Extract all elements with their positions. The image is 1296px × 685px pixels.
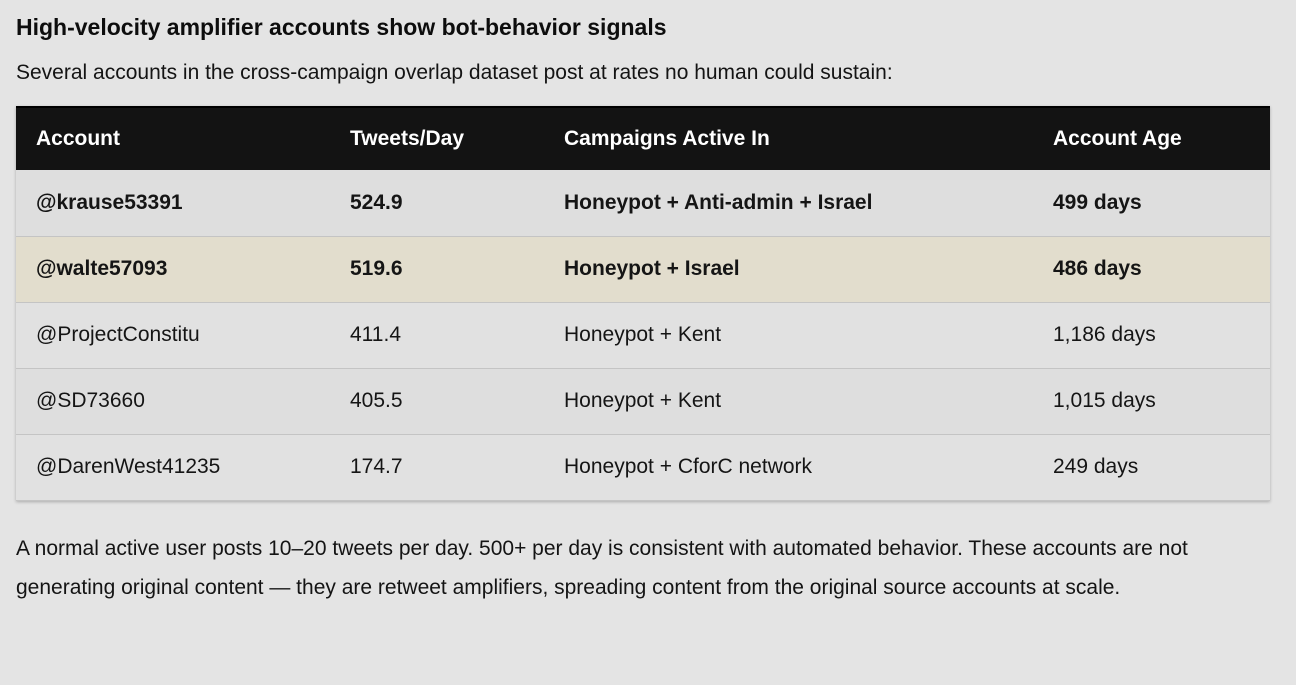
table-row xyxy=(16,170,1270,236)
cell-tweets-per-day: 174.7 xyxy=(330,434,544,500)
cell-tweets-per-day: 411.4 xyxy=(330,302,544,368)
header-tweets-per-day: Tweets/Day xyxy=(330,107,544,170)
cell-account-age: 499 days xyxy=(1033,170,1270,236)
cell-account-age: 1,186 days xyxy=(1033,302,1270,368)
cell-tweets-per-day: 519.6 xyxy=(330,236,544,302)
cell-account: @SD73660 xyxy=(16,368,330,434)
section-heading: High-velocity amplifier accounts show bot-behavior signals xyxy=(16,14,667,40)
cell-campaigns: Honeypot + Kent xyxy=(544,302,1033,368)
table-body xyxy=(16,170,1270,500)
header-row xyxy=(16,107,1270,170)
cell-campaigns: Honeypot + Anti-admin + Israel xyxy=(544,170,1033,236)
table-row xyxy=(16,434,1270,500)
cell-tweets-per-day: 405.5 xyxy=(330,368,544,434)
table-row xyxy=(16,368,1270,434)
cell-account-age: 1,015 days xyxy=(1033,368,1270,434)
cell-campaigns: Honeypot + CforC network xyxy=(544,434,1033,500)
footer-paragraph: A normal active user posts 10–20 tweets per day. 500+ per day is consistent with automated behavior. These accounts are not generating original content — they are retweet amplifiers, spreading content from the original source accounts at scale. xyxy=(16,536,1188,599)
accounts-table-container xyxy=(16,106,1270,501)
table-header xyxy=(16,107,1270,170)
accounts-table xyxy=(16,106,1270,501)
cell-campaigns: Honeypot + Israel xyxy=(544,236,1033,302)
cell-campaigns: Honeypot + Kent xyxy=(544,368,1033,434)
cell-account: @walte57093 xyxy=(16,236,330,302)
table-row xyxy=(16,236,1270,302)
cell-account-age: 486 days xyxy=(1033,236,1270,302)
cell-account: @ProjectConstitu xyxy=(16,302,330,368)
cell-account-age: 249 days xyxy=(1033,434,1270,500)
cell-account: @krause53391 xyxy=(16,170,330,236)
table-row xyxy=(16,302,1270,368)
intro-paragraph: Several accounts in the cross-campaign overlap dataset post at rates no human could sustain: xyxy=(16,61,893,84)
cell-account: @DarenWest41235 xyxy=(16,434,330,500)
header-campaigns: Campaigns Active In xyxy=(544,107,1033,170)
cell-tweets-per-day: 524.9 xyxy=(330,170,544,236)
header-account: Account xyxy=(16,107,330,170)
header-account-age: Account Age xyxy=(1033,107,1270,170)
